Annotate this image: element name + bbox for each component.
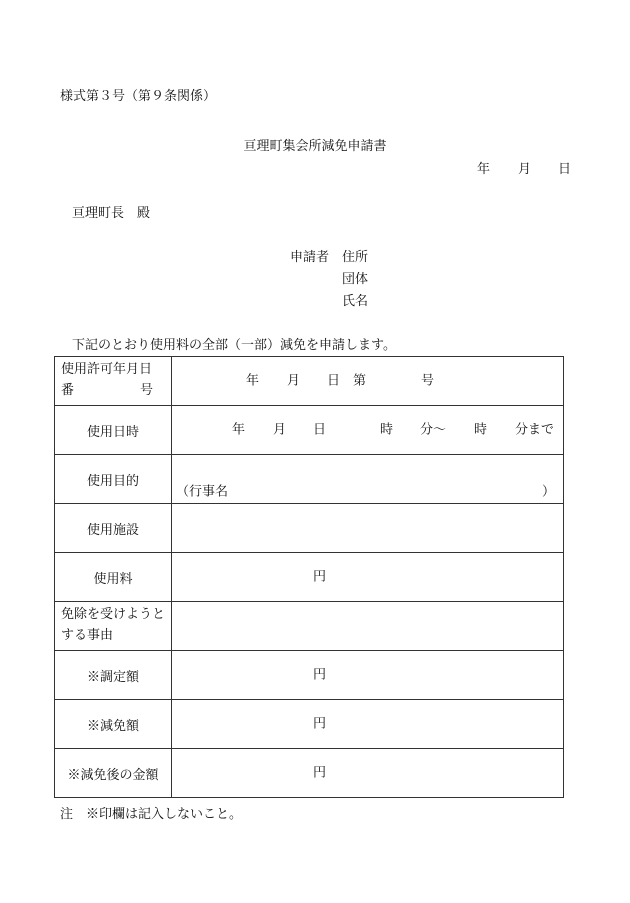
table-row (55, 700, 564, 749)
purpose-value-cell[interactable] (172, 455, 564, 504)
applicant-label: 申請者 (290, 250, 330, 265)
reduction-label: ※減免額 (55, 700, 172, 749)
datetime-day: 日 (313, 422, 327, 438)
datetime-label: 使用日時 (55, 406, 172, 455)
facility-label: 使用施設 (55, 504, 172, 553)
form-reference: 様式第３号（第９条関係） (60, 89, 217, 104)
addressee: 亘理町長 殿 (72, 206, 151, 221)
permit-label-ban: 番 (61, 383, 75, 398)
date-day: 日 (558, 162, 572, 177)
permit-label-line2 (61, 381, 153, 402)
reduction-yen: 円 (313, 716, 327, 732)
document-title: 亘理町集会所減免申請書 (243, 139, 387, 154)
date-year: 年 (477, 162, 491, 177)
permit-label-line1: 使用許可年月日 (61, 362, 153, 378)
applicant-address-label: 住所 (342, 250, 369, 265)
date-month: 月 (518, 162, 532, 177)
permit-value-cell[interactable] (172, 357, 564, 406)
application-table (54, 356, 564, 798)
footnote: 注 ※印欄は記入しないこと。 (60, 807, 243, 822)
datetime-hour-start: 時 (380, 422, 394, 438)
intro-text: 下記のとおり使用料の全部（一部）減免を申請します。 (72, 338, 396, 353)
after-yen: 円 (313, 765, 327, 781)
table-row (55, 553, 564, 602)
table-row (55, 455, 564, 504)
purpose-label: 使用目的 (55, 455, 172, 504)
datetime-month: 月 (273, 422, 287, 438)
datetime-year: 年 (232, 422, 246, 438)
purpose-close: ） (542, 484, 556, 500)
table-row (55, 406, 564, 455)
after-value-cell (172, 749, 564, 798)
reason-label: 免除を受けようとする事由 (55, 602, 172, 651)
reduction-value-cell (172, 700, 564, 749)
assessed-label: ※調定額 (55, 651, 172, 700)
table-row (55, 651, 564, 700)
permit-label (55, 357, 172, 406)
permit-dai: 第 (353, 373, 367, 389)
fee-label: 使用料 (55, 553, 172, 602)
purpose-open: （行事名 (176, 484, 229, 500)
fee-value-cell[interactable] (172, 553, 564, 602)
permit-label-go: 号 (139, 383, 153, 398)
table-row (55, 357, 564, 406)
table-row (55, 602, 564, 651)
table-row (55, 749, 564, 798)
datetime-minute-end: 分まで (515, 422, 555, 438)
datetime-value-cell[interactable] (172, 406, 564, 455)
assessed-yen: 円 (313, 667, 327, 683)
datetime-minute-start: 分～ (420, 422, 447, 438)
after-label: ※減免後の金額 (55, 749, 172, 798)
applicant-organization-label: 団体 (342, 272, 369, 287)
facility-value-cell[interactable] (172, 504, 564, 553)
applicant-name-label: 氏名 (342, 294, 369, 309)
reason-value-cell[interactable] (172, 602, 564, 651)
permit-year: 年 (246, 373, 260, 389)
datetime-hour-end: 時 (474, 422, 488, 438)
table-row (55, 504, 564, 553)
fee-yen: 円 (313, 569, 327, 585)
assessed-value-cell (172, 651, 564, 700)
permit-day: 日 (327, 373, 341, 389)
permit-month: 月 (287, 373, 301, 389)
permit-go: 号 (421, 373, 435, 389)
